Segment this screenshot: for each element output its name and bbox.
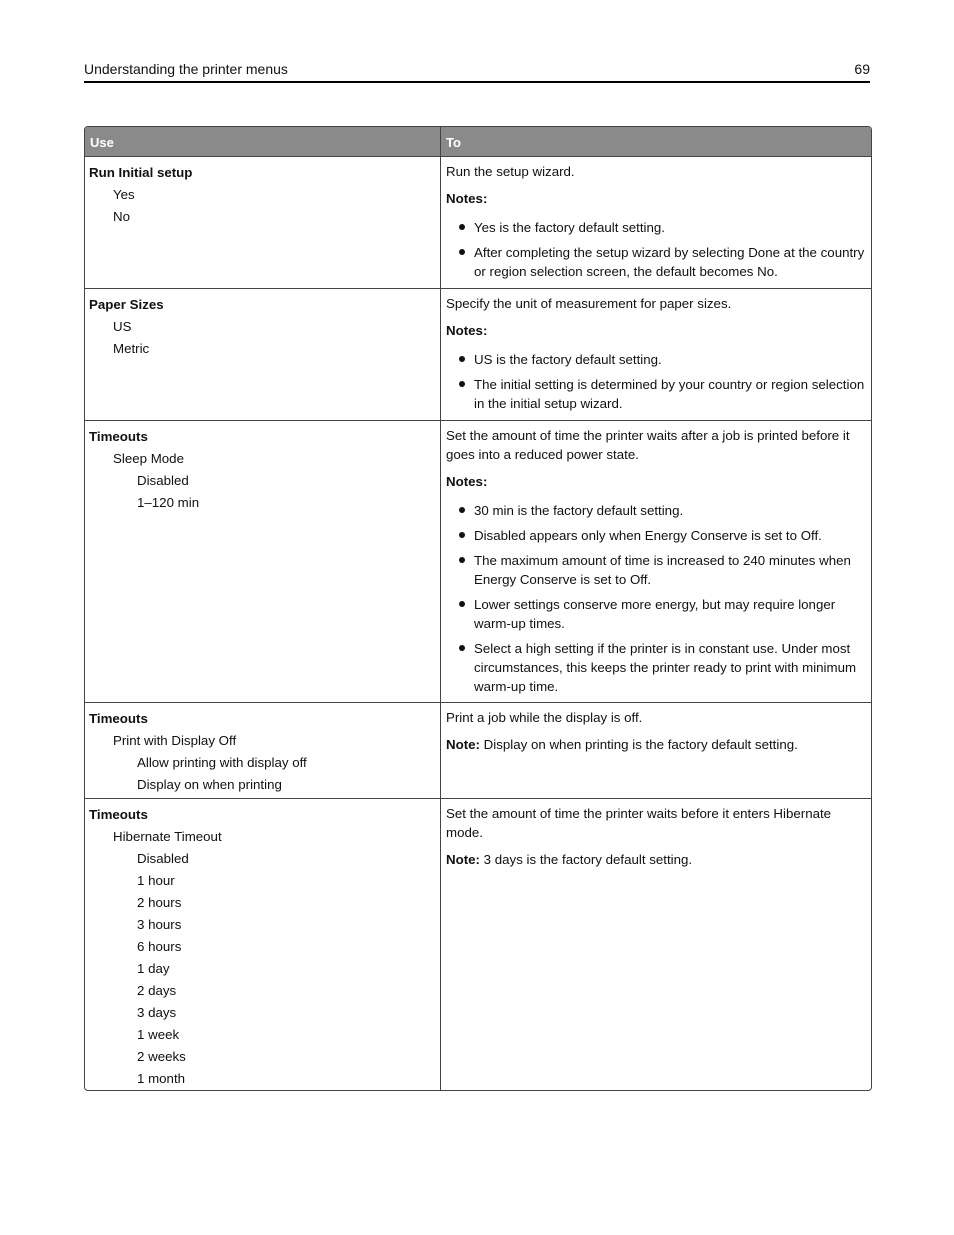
menu-option: 2 hours <box>137 895 182 910</box>
menu-option: Disabled <box>137 473 189 488</box>
to-cell <box>441 799 871 1090</box>
note-label: Note: <box>446 852 480 867</box>
table-row <box>85 156 871 288</box>
menu-item-title: Paper Sizes <box>89 297 164 312</box>
menu-option: 3 days <box>137 1005 177 1020</box>
column-header-use: Use <box>85 127 441 156</box>
column-header-to: To <box>446 135 461 150</box>
notes-label: Notes: <box>446 474 488 489</box>
page-header <box>84 58 870 83</box>
to-cell <box>441 703 871 798</box>
note-bullet: The maximum amount of time is increased to 240 minutes when Energy Conserve is set to Off. <box>446 551 867 589</box>
note-bullet: Lower settings conserve more energy, but may require longer warm-up times. <box>446 595 867 633</box>
menu-option: Yes <box>113 187 135 202</box>
use-cell <box>85 421 441 702</box>
note-line <box>446 735 867 754</box>
menu-table <box>84 126 872 1091</box>
notes-label: Notes: <box>446 191 488 206</box>
menu-option: 3 hours <box>137 917 182 932</box>
description: Set the amount of time the printer waits after a job is printed before it goes into a reduced power state. <box>446 428 850 462</box>
page-number: 69 <box>854 61 870 77</box>
note-text: Display on when printing is the factory default setting. <box>479 737 798 752</box>
submenu-item: Hibernate Timeout <box>113 829 222 844</box>
note-bullet: After completing the setup wizard by selecting Done at the country or region selection screen, the default becomes No. <box>446 243 867 281</box>
menu-option: Disabled <box>137 851 189 866</box>
use-cell <box>85 799 441 1090</box>
note-text: 3 days is the factory default setting. <box>479 852 693 867</box>
table-row <box>85 798 871 1090</box>
menu-item-title: Timeouts <box>89 711 148 726</box>
description: Run the setup wizard. <box>446 164 575 179</box>
note-bullet: Yes is the factory default setting. <box>446 218 867 237</box>
menu-option: Allow printing with display off <box>137 755 307 770</box>
notes-list <box>446 218 867 281</box>
use-cell <box>85 703 441 798</box>
submenu-item: Sleep Mode <box>113 451 184 466</box>
note-bullet: Disabled appears only when Energy Conserve is set to Off. <box>446 526 867 545</box>
menu-item-title: Timeouts <box>89 429 148 444</box>
to-cell <box>441 157 871 288</box>
description: Set the amount of time the printer waits before it enters Hibernate mode. <box>446 806 832 840</box>
table-row <box>85 288 871 420</box>
description: Specify the unit of measurement for paper sizes. <box>446 296 732 311</box>
table-header-row <box>85 127 871 156</box>
menu-item-title: Timeouts <box>89 807 148 822</box>
to-cell <box>441 421 871 702</box>
table-row <box>85 702 871 798</box>
page-title: Understanding the printer menus <box>84 61 288 77</box>
note-bullet: US is the factory default setting. <box>446 350 867 369</box>
to-cell <box>441 289 871 420</box>
menu-option: 1 hour <box>137 873 175 888</box>
note-bullet: 30 min is the factory default setting. <box>446 501 867 520</box>
notes-list <box>446 501 867 696</box>
menu-option: 1 month <box>137 1071 186 1086</box>
menu-option: US <box>113 319 132 334</box>
menu-option: 1 week <box>137 1027 180 1042</box>
menu-option: 1 day <box>137 961 170 976</box>
menu-option: No <box>113 209 130 224</box>
use-cell <box>85 157 441 288</box>
menu-option: Display on when printing <box>137 777 282 792</box>
notes-label: Notes: <box>446 323 488 338</box>
note-line <box>446 850 867 869</box>
note-bullet: Select a high setting if the printer is in constant use. Under most circumstances, this keeps the printer ready to print with minimum warm-up time. <box>446 639 867 696</box>
note-bullet: The initial setting is determined by your country or region selection in the initial setup wizard. <box>446 375 867 413</box>
menu-option: 2 days <box>137 983 177 998</box>
menu-option: Metric <box>113 341 150 356</box>
menu-option: 6 hours <box>137 939 182 954</box>
menu-option: 1–120 min <box>137 495 200 510</box>
description: Print a job while the display is off. <box>446 710 643 725</box>
menu-option: 2 weeks <box>137 1049 186 1064</box>
notes-list <box>446 350 867 413</box>
note-label: Note: <box>446 737 480 752</box>
submenu-item: Print with Display Off <box>113 733 237 748</box>
table-row <box>85 420 871 702</box>
use-cell <box>85 289 441 420</box>
menu-item-title: Run Initial setup <box>89 165 193 180</box>
